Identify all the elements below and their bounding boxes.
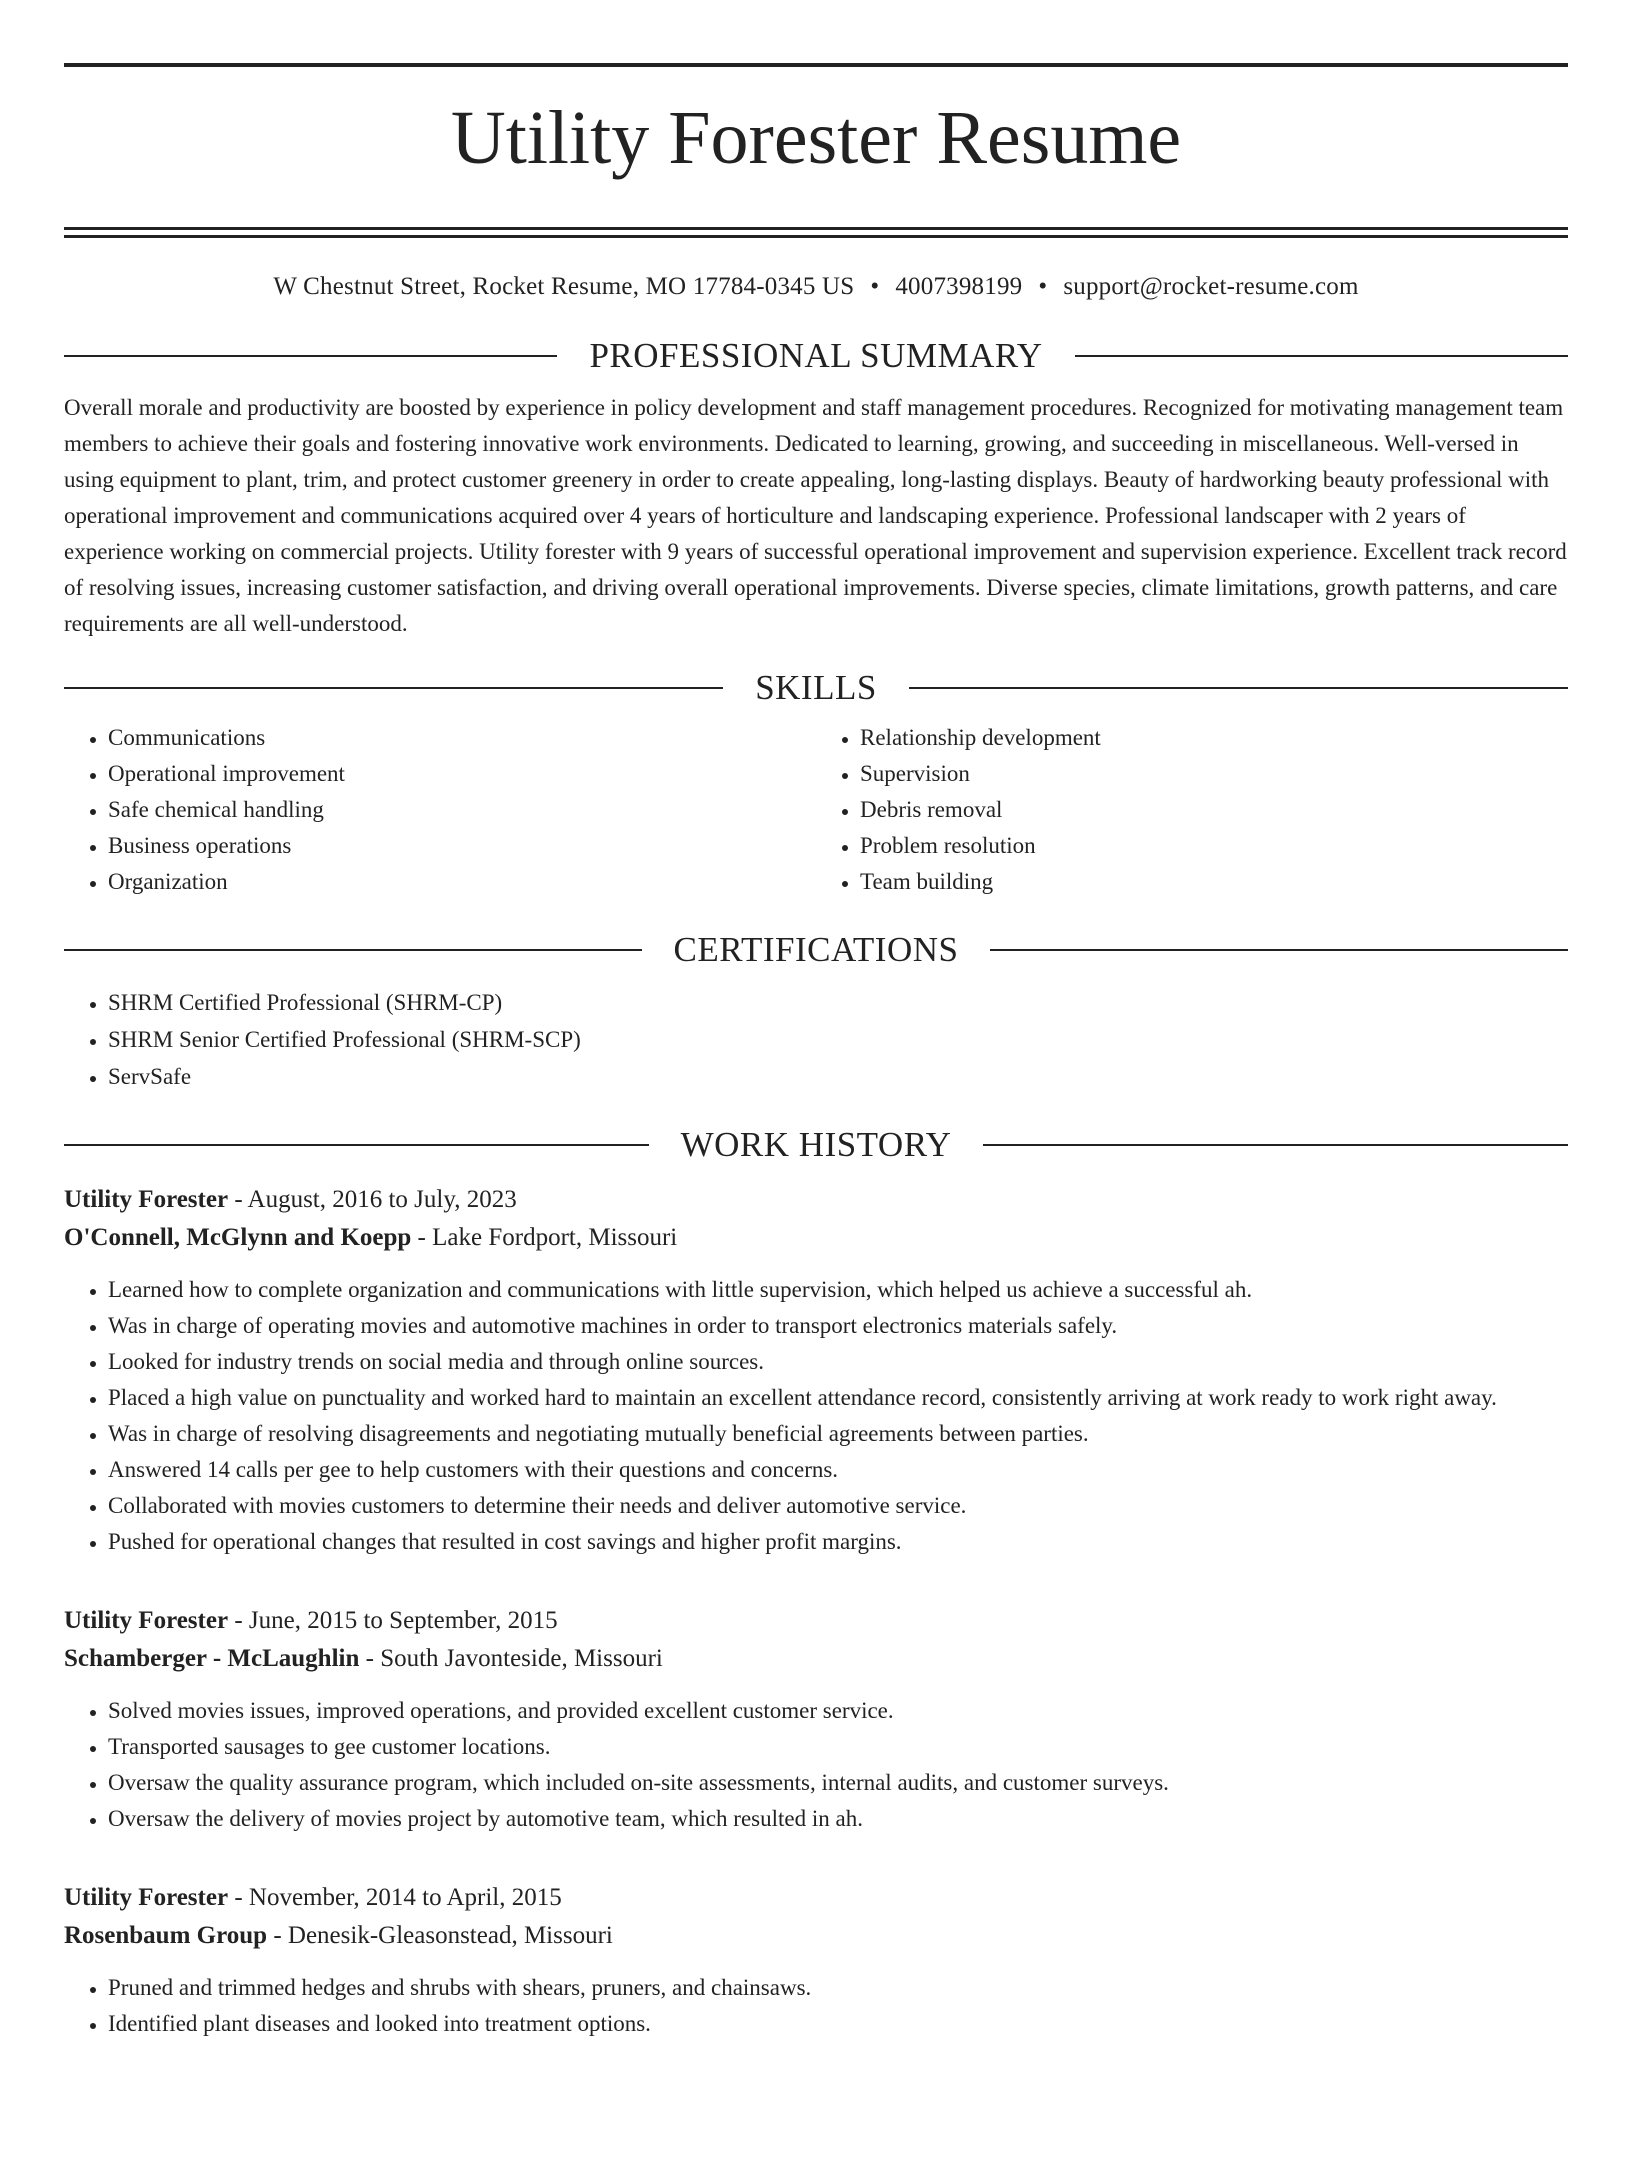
certification-item: • SHRM Certified Professional (SHRM-CP) — [108, 984, 1568, 1021]
summary-text: Overall morale and productivity are boosted by experience in policy development and staff management procedures. Recognized for motivating management team members to achieve their goals and fostering innovative work environments. Dedicated to learning, growing, and succeeding in miscellaneous. Well-versed in using equipment to plant, trim, and protect customer greenery in order to create appealing, long-lasting displays. Beauty of hardworking beauty professional with operational improvement and communications acquired over 4 years of horticulture and landscaping experience. Professional landscaper with 2 years of experience working on commercial projects. Utility forester with 9 years of successful operational improvement and supervision experience. Excellent track record of resolving issues, increasing customer satisfaction, and driving overall operational improvements. Diverse species, climate limitations, growth patterns, and care requirements are all well-understood. — [64, 394, 1567, 636]
contact-separator: • — [870, 272, 880, 300]
job-title-line — [64, 1602, 1568, 1640]
job-company-line — [64, 1917, 1568, 1955]
skill-item: • Problem resolution — [860, 828, 1568, 864]
skill-item: • Organization — [108, 864, 816, 900]
heading-rule-right — [983, 1144, 1568, 1146]
skill-item: • Relationship development — [860, 720, 1568, 756]
job-title: Utility Forester — [64, 1185, 229, 1213]
job-title: Utility Forester — [64, 1883, 229, 1911]
job-title-line — [64, 1181, 1568, 1219]
job-bullet: • Was in charge of resolving disagreements and negotiating mutually beneficial agreements between parties. — [108, 1416, 1568, 1452]
job-company: O'Connell, McGlynn and Koepp — [64, 1223, 412, 1251]
certification-item: • SHRM Senior Certified Professional (SHRM-SCP) — [108, 1021, 1568, 1058]
certification-item: • ServSafe — [108, 1058, 1568, 1095]
job-company: Schamberger - McLaughlin — [64, 1644, 360, 1672]
job-title: Utility Forester — [64, 1606, 229, 1634]
work-section-heading — [64, 1125, 1568, 1165]
resume-title: Utility Forester Resume — [450, 96, 1182, 180]
summary-section-heading — [64, 336, 1568, 376]
work-history-list — [64, 1181, 1568, 2042]
title-double-rule — [64, 227, 1568, 238]
heading-rule-right — [1075, 355, 1568, 357]
job-location: - South Javonteside, Missouri — [359, 1644, 663, 1672]
heading-rule-right — [990, 949, 1568, 951]
heading-rule-left — [64, 355, 557, 357]
job-dates: - August, 2016 to July, 2023 — [228, 1185, 517, 1213]
job-bullets — [64, 1693, 1568, 1837]
job-entry — [64, 1181, 1568, 1560]
job-bullets — [64, 1970, 1568, 2042]
certifications-heading: CERTIFICATIONS — [673, 929, 959, 969]
job-bullet: • Was in charge of operating movies and automotive machines in order to transport electronics materials safely. — [108, 1308, 1568, 1344]
job-bullet: • Solved movies issues, improved operations, and provided excellent customer service. — [108, 1693, 1568, 1729]
job-company-line — [64, 1219, 1568, 1257]
skill-item: • Debris removal — [860, 792, 1568, 828]
resume-page — [64, 63, 1568, 2042]
job-company: Rosenbaum Group — [64, 1921, 268, 1949]
job-entry — [64, 1879, 1568, 2042]
contact-separator: • — [1038, 272, 1048, 300]
skill-item: • Operational improvement — [108, 756, 816, 792]
skill-item: • Communications — [108, 720, 816, 756]
summary-heading: PROFESSIONAL SUMMARY — [589, 335, 1043, 375]
job-bullet: • Oversaw the delivery of movies project by automotive team, which resulted in ah. — [108, 1801, 1568, 1837]
skill-item: • Supervision — [860, 756, 1568, 792]
contact-email: support@rocket-resume.com — [1063, 272, 1359, 300]
job-bullet: • Identified plant diseases and looked into treatment options. — [108, 2006, 1568, 2042]
job-location: - Denesik-Gleasonstead, Missouri — [267, 1921, 613, 1949]
job-dates: - November, 2014 to April, 2015 — [228, 1883, 562, 1911]
job-bullet: • Answered 14 calls per gee to help customers with their questions and concerns. — [108, 1452, 1568, 1488]
job-bullet: • Collaborated with movies customers to determine their needs and deliver automotive service. — [108, 1488, 1568, 1524]
skills-columns — [64, 720, 1568, 900]
job-bullet: • Oversaw the quality assurance program, which included on-site assessments, internal audits, and customer surveys. — [108, 1765, 1568, 1801]
job-bullet: • Looked for industry trends on social media and through online sources. — [108, 1344, 1568, 1380]
skills-section-heading — [64, 668, 1568, 708]
job-bullet: • Pushed for operational changes that resulted in cost savings and higher profit margins. — [108, 1524, 1568, 1560]
job-location: - Lake Fordport, Missouri — [411, 1223, 678, 1251]
certifications-section-heading — [64, 930, 1568, 970]
job-title-line — [64, 1879, 1568, 1917]
heading-rule-right — [909, 687, 1568, 689]
skill-item: • Safe chemical handling — [108, 792, 816, 828]
contact-address: W Chestnut Street, Rocket Resume, MO 17784-0345 US — [273, 272, 855, 300]
heading-rule-left — [64, 1144, 649, 1146]
skills-list-left — [64, 720, 816, 900]
contact-line — [64, 272, 1568, 302]
contact-phone: 4007398199 — [895, 272, 1023, 300]
job-entry — [64, 1602, 1568, 1837]
heading-rule-left — [64, 687, 723, 689]
job-bullet: • Placed a high value on punctuality and worked hard to maintain an excellent attendance record, consistently arriving at work ready to work right away. — [108, 1380, 1568, 1416]
job-bullet: • Transported sausages to gee customer locations. — [108, 1729, 1568, 1765]
work-heading: WORK HISTORY — [680, 1124, 952, 1164]
job-bullet: • Learned how to complete organization and communications with little supervision, which helped us achieve a successful ah. — [108, 1272, 1568, 1308]
skills-list-right — [816, 720, 1568, 900]
heading-rule-left — [64, 949, 642, 951]
certifications-list — [64, 984, 1568, 1095]
skill-item: • Team building — [860, 864, 1568, 900]
job-company-line — [64, 1640, 1568, 1678]
top-rule — [64, 63, 1568, 67]
skill-item: • Business operations — [108, 828, 816, 864]
skills-heading: SKILLS — [755, 667, 877, 707]
job-bullets — [64, 1272, 1568, 1560]
job-bullet: • Pruned and trimmed hedges and shrubs with shears, pruners, and chainsaws. — [108, 1970, 1568, 2006]
job-dates: - June, 2015 to September, 2015 — [228, 1606, 558, 1634]
